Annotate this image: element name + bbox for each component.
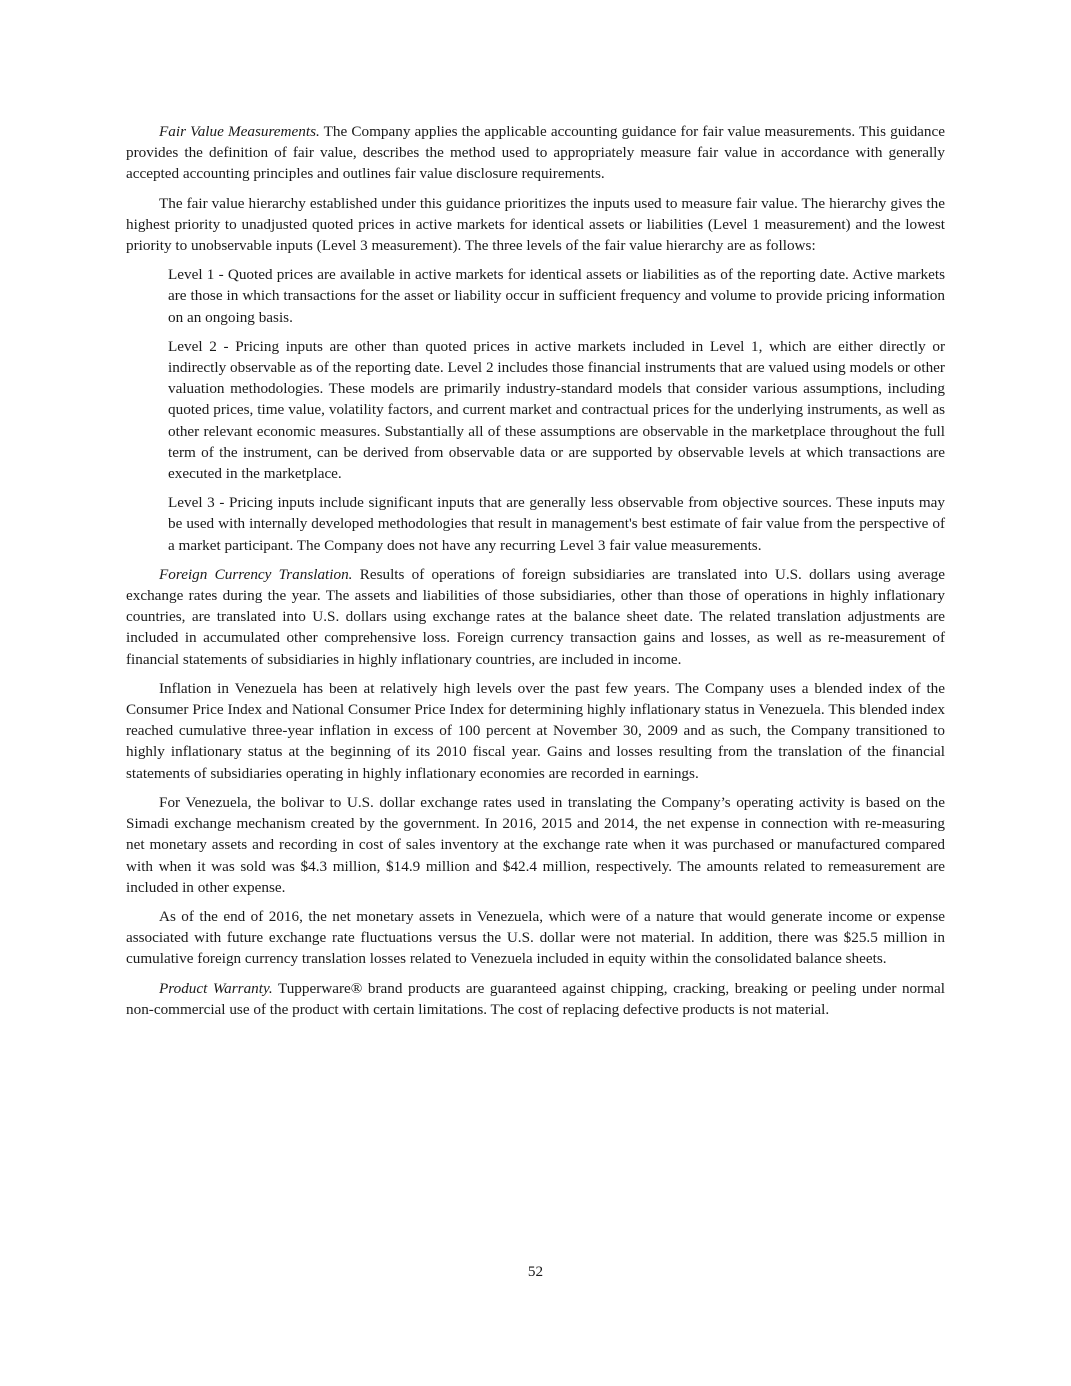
page-body — [126, 121, 945, 1028]
product-warranty-text: Tupperware® brand products are guaranteed against chipping, cracking, breaking or peeling under normal non-commercial use of the product with certain limitations. The cost of replacing defective products is not material. — [126, 979, 945, 1018]
level-1-paragraph: Level 1 - Quoted prices are available in active markets for identical assets or liabilities as of the reporting date. Active markets are those in which transactions for the asset or liability occur in sufficient frequency and volume to provide pricing information on an ongoing basis. — [168, 266, 945, 326]
net-monetary-assets-paragraph: As of the end of 2016, the net monetary assets in Venezuela, which were of a nature that would generate income or expense associated with future exchange rate fluctuations versus the U.S. dollar were not material. In addition, there was $25.5 million in cumulative foreign currency translation losses related to Venezuela included in equity within the consolidated balance sheets. — [126, 907, 945, 968]
fair-value-intro-paragraph — [126, 121, 945, 185]
page-number: 52 — [527, 1263, 544, 1280]
foreign-currency-intro-text: Results of operations of foreign subsidiaries are translated into U.S. dollars using average exchange rates during the year. The assets and liabilities of those subsidiaries, other than those of operations in highly inflationary countries, are translated into U.S. dollars using exchange rates at the balance sheet date. The related translation adjustments are included in accumulated other comprehensive loss. Foreign currency transaction gains and losses, as well as re-measurement of financial statements of subsidiaries in highly inflationary countries, are included in income. — [126, 565, 946, 668]
product-warranty-heading: Product Warranty. — [159, 979, 273, 997]
foreign-currency-heading: Foreign Currency Translation. — [159, 565, 353, 583]
fair-value-hierarchy-paragraph: The fair value hierarchy established under this guidance prioritizes the inputs used to measure fair value. The hierarchy gives the highest priority to unadjusted quoted prices in active markets for identical assets or liabilities (Level 1 measurement) and the lowest priority to unobservable inputs (Level 3 measurement). The three levels of the fair value hierarchy are as follows: — [126, 194, 945, 255]
fair-value-heading: Fair Value Measurements. — [159, 123, 320, 140]
foreign-currency-intro-paragraph — [126, 564, 945, 670]
bolivar-exchange-paragraph: For Venezuela, the bolivar to U.S. dollar exchange rates used in translating the Company’s operating activity is based on the Simadi exchange mechanism created by the government. In 2016, 2015 and 2014, the net expense in connection with re-measuring net monetary assets and recording in cost of sales inventory at the exchange rate when it was purchased or manufactured compared with when it was sold was $4.3 million, $14.9 million and $42.4 million, respectively. The amounts related to remeasurement are included in other expense. — [126, 793, 945, 896]
venezuela-inflation-paragraph: Inflation in Venezuela has been at relatively high levels over the past few years. The Company uses a blended index of the Consumer Price Index and National Consumer Price Index for determining highly inflationary status in Venezuela. This blended index reached cumulative three-year inflation in excess of 100 percent at November 30, 2009 and as such, the Company transitioned to highly inflationary status at the beginning of its 2010 fiscal year. Gains and losses resulting from the translation of the financial statements of subsidiaries operating in highly inflationary economies are recorded in earnings. — [126, 679, 945, 782]
product-warranty-paragraph — [126, 978, 945, 1020]
level-2-paragraph: Level 2 - Pricing inputs are other than quoted prices in active markets included in Level 1, which are either directly or indirectly observable as of the reporting date. Level 2 includes those financial instruments that are valued using models or other valuation methodologies. These models are primarily industry-standard models that consider various assumptions, including quoted prices, time value, volatility factors, and current market and contractual prices for the underlying instruments, as well as other relevant economic measures. Substantially all of these assumptions are observable in the marketplace throughout the full term of the instrument, can be derived from observable data or are supported by observable levels at which transactions are executed in the marketplace. — [168, 337, 945, 483]
level-3-paragraph: Level 3 - Pricing inputs include significant inputs that are generally less observable from objective sources. These inputs may be used with internally developed methodologies that result in management's best estimate of fair value from the perspective of a market participant. The Company does not have any recurring Level 3 fair value measurements. — [168, 494, 945, 554]
fair-value-intro-text: The Company applies the applicable accounting guidance for fair value measurements. This guidance provides the definition of fair value, describes the method used to appropriately measure fair value in accordance with generally accepted accounting principles and outlines fair value disclosure requirements. — [126, 123, 945, 183]
